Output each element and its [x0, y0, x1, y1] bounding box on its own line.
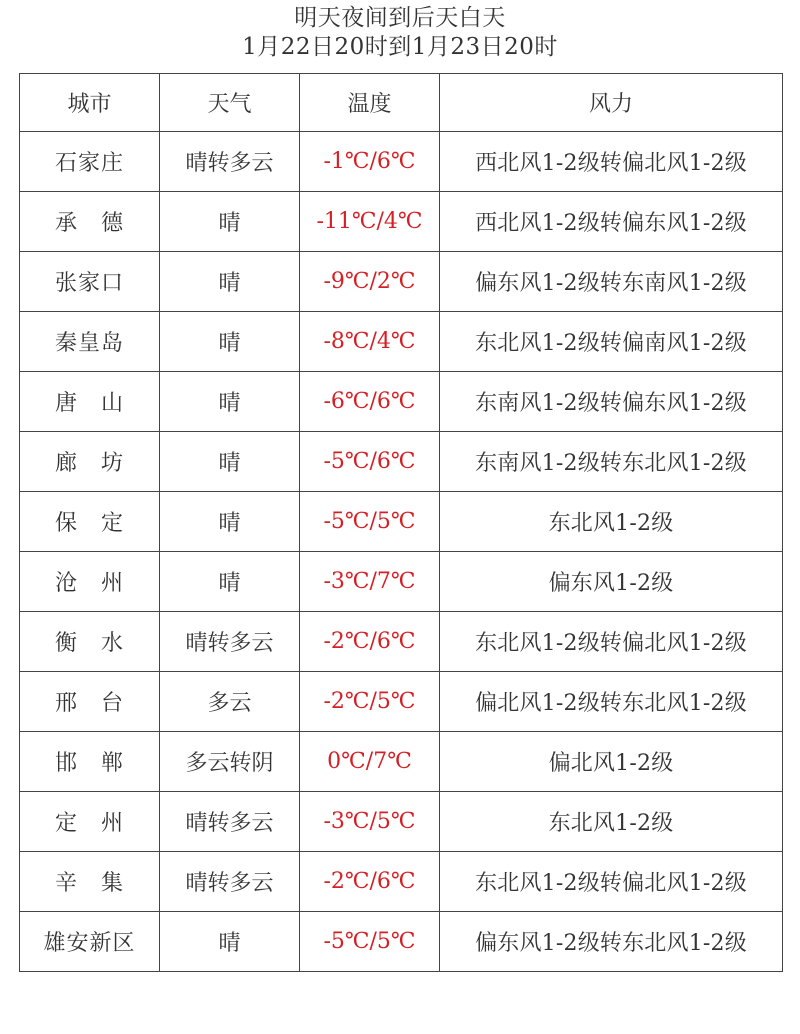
temperature-cell: 0℃/7℃ — [300, 732, 440, 792]
city-cell: 唐 山 — [20, 372, 160, 432]
temperature-cell: -9℃/2℃ — [300, 252, 440, 312]
wind-cell: 偏东风1-2级转东南风1-2级 — [440, 252, 783, 312]
city-cell: 雄安新区 — [20, 912, 160, 972]
table-row — [20, 132, 783, 192]
weather-cell: 晴 — [160, 312, 300, 372]
weather-cell: 晴 — [160, 432, 300, 492]
table-row — [20, 792, 783, 852]
table-row — [20, 612, 783, 672]
city-cell: 衡 水 — [20, 612, 160, 672]
city-cell: 石家庄 — [20, 132, 160, 192]
city-cell: 廊 坊 — [20, 432, 160, 492]
city-cell: 邯 郸 — [20, 732, 160, 792]
header-row — [20, 74, 783, 132]
column-header-weather: 天气 — [160, 74, 300, 132]
weather-cell: 晴转多云 — [160, 792, 300, 852]
weather-cell: 晴 — [160, 912, 300, 972]
weather-cell: 多云 — [160, 672, 300, 732]
weather-cell: 晴 — [160, 252, 300, 312]
weather-cell: 晴转多云 — [160, 612, 300, 672]
wind-cell: 东北风1-2级 — [440, 792, 783, 852]
forecast-table — [19, 73, 783, 972]
table-row — [20, 312, 783, 372]
wind-cell: 西北风1-2级转偏东风1-2级 — [440, 192, 783, 252]
weather-cell: 多云转阴 — [160, 732, 300, 792]
table-row — [20, 252, 783, 312]
wind-cell: 东北风1-2级转偏南风1-2级 — [440, 312, 783, 372]
temperature-cell: -3℃/5℃ — [300, 792, 440, 852]
temperature-cell: -8℃/4℃ — [300, 312, 440, 372]
weather-cell: 晴 — [160, 192, 300, 252]
column-header-city: 城市 — [20, 74, 160, 132]
wind-cell: 偏东风1-2级 — [440, 552, 783, 612]
forecast-title-period: 明天夜间到后天白天 — [294, 5, 506, 31]
city-cell: 定 州 — [20, 792, 160, 852]
table-row — [20, 732, 783, 792]
temperature-cell: -2℃/6℃ — [300, 852, 440, 912]
wind-cell: 东北风1-2级 — [440, 492, 783, 552]
forecast-title — [0, 4, 800, 62]
table-row — [20, 372, 783, 432]
wind-cell: 西北风1-2级转偏北风1-2级 — [440, 132, 783, 192]
table-row — [20, 432, 783, 492]
city-cell: 秦皇岛 — [20, 312, 160, 372]
city-cell: 辛 集 — [20, 852, 160, 912]
temperature-cell: -5℃/5℃ — [300, 492, 440, 552]
table-row — [20, 192, 783, 252]
weather-cell: 晴 — [160, 372, 300, 432]
temperature-cell: -6℃/6℃ — [300, 372, 440, 432]
temperature-cell: -5℃/5℃ — [300, 912, 440, 972]
table-row — [20, 552, 783, 612]
city-cell: 保 定 — [20, 492, 160, 552]
column-header-wind: 风力 — [440, 74, 783, 132]
table-row — [20, 852, 783, 912]
weather-cell: 晴 — [160, 492, 300, 552]
temperature-cell: -11℃/4℃ — [300, 192, 440, 252]
temperature-cell: -5℃/6℃ — [300, 432, 440, 492]
temperature-cell: -3℃/7℃ — [300, 552, 440, 612]
forecast-table-body — [20, 132, 783, 972]
city-cell: 沧 州 — [20, 552, 160, 612]
column-header-temperature: 温度 — [300, 74, 440, 132]
temperature-cell: -2℃/5℃ — [300, 672, 440, 732]
city-cell: 承 德 — [20, 192, 160, 252]
weather-cell: 晴 — [160, 552, 300, 612]
wind-cell: 偏北风1-2级转东北风1-2级 — [440, 672, 783, 732]
weather-cell: 晴转多云 — [160, 852, 300, 912]
wind-cell: 偏东风1-2级转东北风1-2级 — [440, 912, 783, 972]
wind-cell: 东南风1-2级转东北风1-2级 — [440, 432, 783, 492]
forecast-title-timespan: 1月22日20时到1月23日20时 — [242, 34, 558, 60]
wind-cell: 偏北风1-2级 — [440, 732, 783, 792]
wind-cell: 东南风1-2级转偏东风1-2级 — [440, 372, 783, 432]
wind-cell: 东北风1-2级转偏北风1-2级 — [440, 612, 783, 672]
city-cell: 张家口 — [20, 252, 160, 312]
table-row — [20, 672, 783, 732]
temperature-cell: -2℃/6℃ — [300, 612, 440, 672]
temperature-cell: -1℃/6℃ — [300, 132, 440, 192]
city-cell: 邢 台 — [20, 672, 160, 732]
forecast-table-header — [20, 74, 783, 132]
table-row — [20, 912, 783, 972]
table-row — [20, 492, 783, 552]
weather-cell: 晴转多云 — [160, 132, 300, 192]
wind-cell: 东北风1-2级转偏北风1-2级 — [440, 852, 783, 912]
